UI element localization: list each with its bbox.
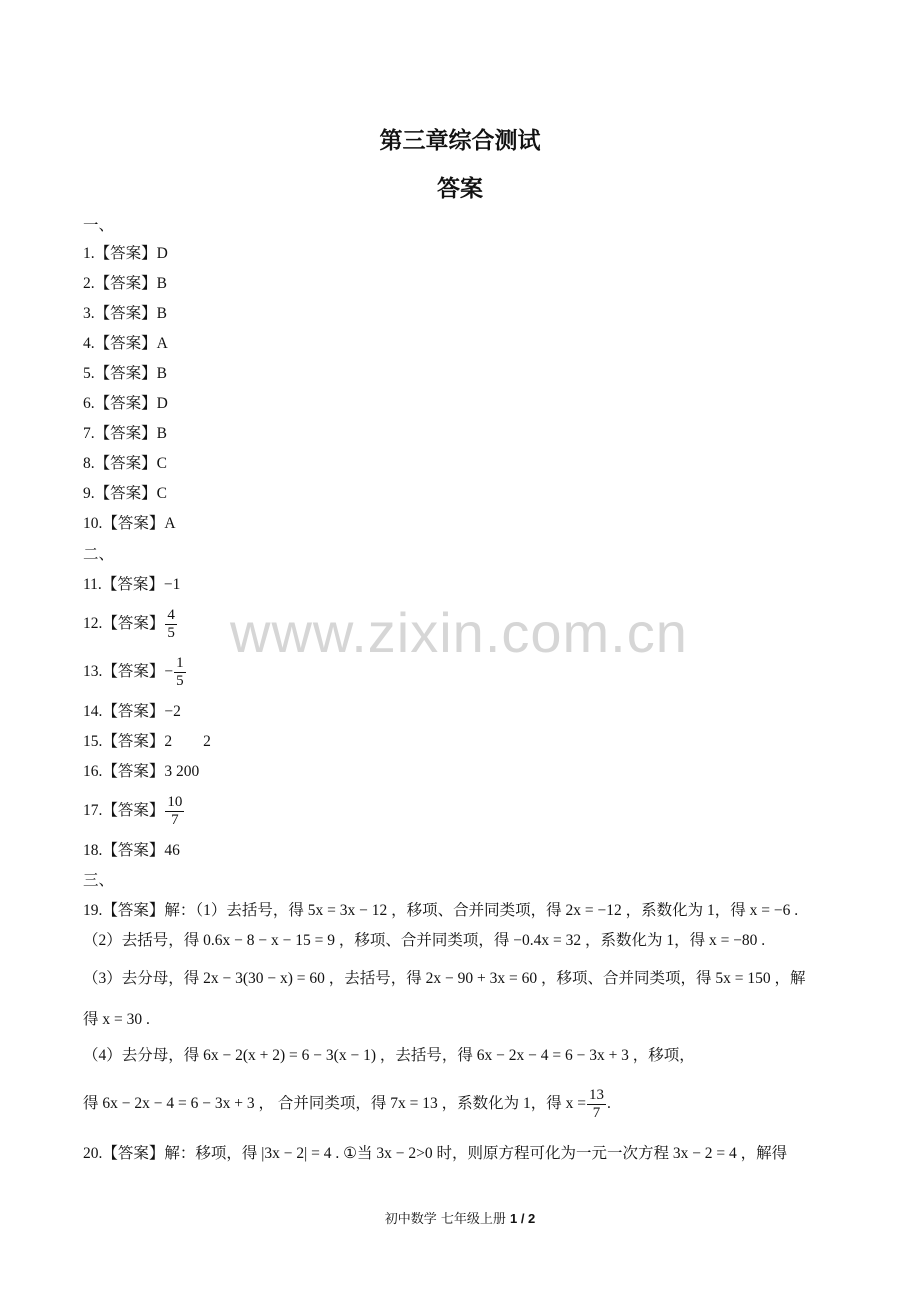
answer-row: [83, 733, 211, 751]
answer-value: 3 200: [164, 763, 200, 780]
answer-value: B: [156, 305, 167, 322]
fraction-denominator: 5: [176, 672, 184, 689]
watermark-text: www.zixin.com.cn: [230, 601, 688, 664]
answer-sign: −: [164, 663, 174, 680]
answer-fraction: [174, 655, 186, 690]
answer-row: [83, 275, 167, 293]
answer-label: 【答案】: [102, 802, 165, 819]
answer-value: A: [164, 515, 176, 532]
answer-number: 7.: [83, 425, 95, 442]
answer-row: [83, 335, 168, 353]
footer-text: 初中数学 七年级上册: [384, 1212, 510, 1227]
solution-line: [83, 1085, 611, 1123]
answer-value: D: [156, 245, 168, 262]
answer-fraction: [165, 607, 177, 642]
answer-number: 1.: [83, 245, 95, 262]
answer-number: 5.: [83, 365, 95, 382]
answer-value: C: [156, 455, 167, 472]
solution-line: 19.【答案】解：（1）去括号，得 5x = 3x − 12 ，移项、合并同类项，得 2x = −12 ，系数化为 1，得 x = −6 .: [83, 902, 799, 919]
answer-number: 14.: [83, 703, 103, 720]
fraction-denominator: 7: [171, 811, 179, 828]
solution-line: （2）去括号，得 0.6x − 8 − x − 15 = 9 ，移项、合并同类项，得 −0.4x = 32 ，系数化为 1，得 x = −80 .: [83, 932, 766, 949]
answer-label: 【答案】: [101, 576, 164, 593]
answer-value: −1: [163, 576, 181, 593]
answer-number: 15.: [83, 733, 103, 750]
answer-label: 【答案】: [94, 455, 157, 472]
answer-value: D: [156, 395, 168, 412]
answer-row: [83, 485, 167, 503]
answer-row: [83, 703, 181, 721]
answer-label: 【答案】: [102, 733, 165, 750]
answer-number: 2.: [83, 275, 95, 292]
answer-label: 【答案】: [94, 335, 157, 352]
answer-row: [83, 245, 168, 263]
fraction-numerator: 1: [176, 654, 184, 671]
page-footer: [0, 1208, 920, 1227]
answer-number: 11.: [83, 576, 102, 593]
answer-number: 17.: [83, 802, 103, 819]
answer-row: [83, 605, 178, 643]
answer-row: [83, 763, 199, 781]
solution-line: （3）去分母，得 2x − 3(30 − x) = 60 ，去括号，得 2x − 90 + 3x = 60 ，移项、合并同类项，得 5x = 150 ，解: [83, 970, 806, 987]
answer-label: 【答案】: [102, 663, 165, 680]
answer-number: 16.: [83, 763, 103, 780]
section-three-heading: 三、: [83, 872, 115, 889]
answer-row: [83, 653, 187, 691]
answer-value: B: [156, 425, 167, 442]
page-title: 第三章综合测试: [379, 128, 541, 154]
answer-value: 46: [164, 842, 180, 859]
answer-value: A: [156, 335, 168, 352]
answer-label: 【答案】: [94, 245, 157, 262]
answer-number: 12.: [83, 615, 103, 632]
answer-row: [83, 576, 180, 594]
answer-value: B: [156, 365, 167, 382]
page-number: 1 / 2: [509, 1211, 536, 1226]
answer-label: 【答案】: [94, 395, 157, 412]
answer-row: [83, 425, 167, 443]
answer-value: C: [156, 485, 167, 502]
answer-number: 10.: [83, 515, 103, 532]
answer-label: 【答案】: [102, 515, 165, 532]
answer-label: 【答案】: [102, 703, 165, 720]
answer-number: 8.: [83, 455, 95, 472]
answer-label: 【答案】: [94, 425, 157, 442]
answer-fraction: [165, 794, 184, 829]
answer-value: B: [156, 275, 167, 292]
answer-number: 4.: [83, 335, 95, 352]
answer-row: [83, 842, 180, 860]
answer-label: 【答案】: [102, 842, 165, 859]
answer-value: 2 2: [164, 733, 211, 750]
fraction-denominator: 7: [592, 1104, 601, 1121]
answer-label: 【答案】: [94, 365, 157, 382]
answer-row: [83, 365, 167, 383]
answer-value: −2: [164, 703, 181, 720]
answer-number: 9.: [83, 485, 95, 502]
solution-text: .: [606, 1095, 611, 1112]
answer-number: 13.: [83, 663, 103, 680]
answer-number: 18.: [83, 842, 103, 859]
answer-row: [83, 792, 185, 830]
answer-row: [83, 395, 168, 413]
solution-text: 得 6x − 2x − 4 = 6 − 3x + 3 ， 合并同类项，得 7x = 13 ，系数化为 1，得 x =: [83, 1095, 586, 1112]
answer-number: 3.: [83, 305, 95, 322]
answer-label: 【答案】: [94, 305, 157, 322]
answer-label: 【答案】: [94, 275, 157, 292]
fraction-numerator: 13: [588, 1086, 604, 1103]
solution-line: 20.【答案】解：移项，得 |3x − 2| = 4 . ①当 3x − 2>0 时，则原方程可化为一元一次方程 3x − 2 = 4 ，解得: [83, 1145, 788, 1162]
fraction-denominator: 5: [167, 624, 175, 641]
section-two-heading: 二、: [83, 546, 115, 563]
section-one-heading: 一、: [83, 217, 115, 234]
fraction-numerator: 10: [167, 793, 183, 810]
answer-row: [83, 515, 176, 533]
solution-line: 得 x = 30 .: [83, 1011, 150, 1028]
answer-label: 【答案】: [94, 485, 157, 502]
answer-row: [83, 305, 167, 323]
page-subtitle: 答案: [437, 176, 483, 202]
solution-fraction: [587, 1087, 606, 1122]
fraction-numerator: 4: [167, 606, 175, 623]
answer-number: 6.: [83, 395, 95, 412]
answer-row: [83, 455, 167, 473]
answer-label: 【答案】: [102, 763, 165, 780]
answer-label: 【答案】: [102, 615, 165, 632]
solution-line: （4）去分母，得 6x − 2(x + 2) = 6 − 3(x − 1) ，去括号，得 6x − 2x − 4 = 6 − 3x + 3 ，移项，: [83, 1047, 695, 1064]
